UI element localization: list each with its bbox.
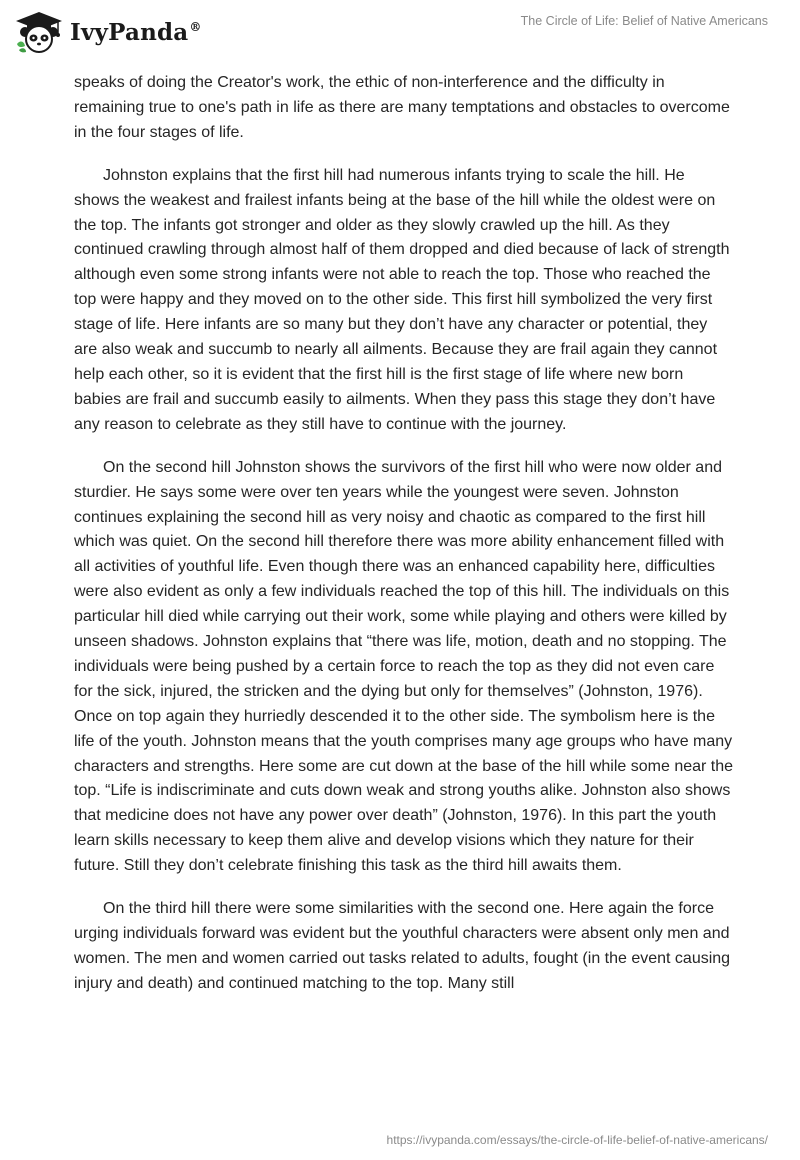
logo-text: IvyPanda [70, 18, 189, 46]
paragraph-1: speaks of doing the Creator's work, the ethic of non-interference and the difficulty in remaining true to one's path in life as there are many temptations and obstacles to overcome in the four stages of life. [74, 74, 730, 141]
paragraph-2: Johnston explains that the first hill had numerous infants trying to scale the hill. He shows the weakest and frailest infants being at the base of the hill while the oldest were on the top. The infants got stronger and older as they slowly crawled up the hill. As they continued crawling through almost half of them dropped and died because of lack of strength although even some strong infants were not able to reach the top. Those who reached the top were happy and they moved on to the other side. This first hill symbolized the very first stage of life. Here infants are so many but they don’t have any character or potential, they are also weak and succumb to nearly all ailments. Because they are frail again they cannot help each other, so it is evident that the first hill is the first stage of life where new born babies are frail and succumb easily to ailments. When they pass this stage they don’t have any reason to celebrate as they still have to continue with the journey. [74, 166, 730, 433]
ivypanda-logo[interactable] [14, 10, 202, 54]
paragraph-4: On the third hill there were some similarities with the second one. Here again the force urging individuals forward was evident but the youthful characters were absent only men and women. The men and women carried out tasks related to adults, fought (in the event causing injury and death) and continued matching to the top. Many still [74, 900, 731, 992]
logo-registered-mark: ® [189, 19, 202, 34]
footer-url[interactable]: https://ivypanda.com/essays/the-circle-of-life-belief-of-native-americans/ [386, 1133, 768, 1147]
essay-body [74, 71, 734, 1015]
logo-wordmark [70, 19, 202, 46]
paragraph-3: On the second hill Johnston shows the survivors of the first hill who were now older and sturdier. He says some were over ten years while the youngest were seven. Johnston continues explaining the second hill as very noisy and chaotic as compared to the first hill which was quiet. On the second hill therefore there was more ability enhancement filled with all activities of youthful life. Even though there was an enhanced capability here, difficulties were also evident as only a few individuals reached the top of this hill. The individuals on this particular hill died while carrying out their work, some while playing and others were killed by unseen shadows. Johnston explains that “there was life, motion, death and no stopping. The individuals were being pushed by a certain force to reach the top as they did not even care for the sick, injured, the stricken and the dying but only for themselves” (Johnston, 1976). Once on top again they hurriedly descended it to the other side. The symbolism here is the life of the youth. Johnston means that the youth comprises many age groups who have many characters and strengths. Here some are cut down at the base of the hill while some near the top. “Life is indiscriminate and cuts down weak and strong youths alike. Johnston also shows that medicine does not have any power over death” (Johnston, 1976). In this part the youth learn skills necessary to keep them alive and develop visions which they nature for their future. Still they don’t celebrate finishing this task as the third hill awaits them. [74, 458, 734, 875]
document-title: The Circle of Life: Belief of Native Americans [520, 14, 768, 28]
panda-graduate-icon [14, 10, 64, 54]
